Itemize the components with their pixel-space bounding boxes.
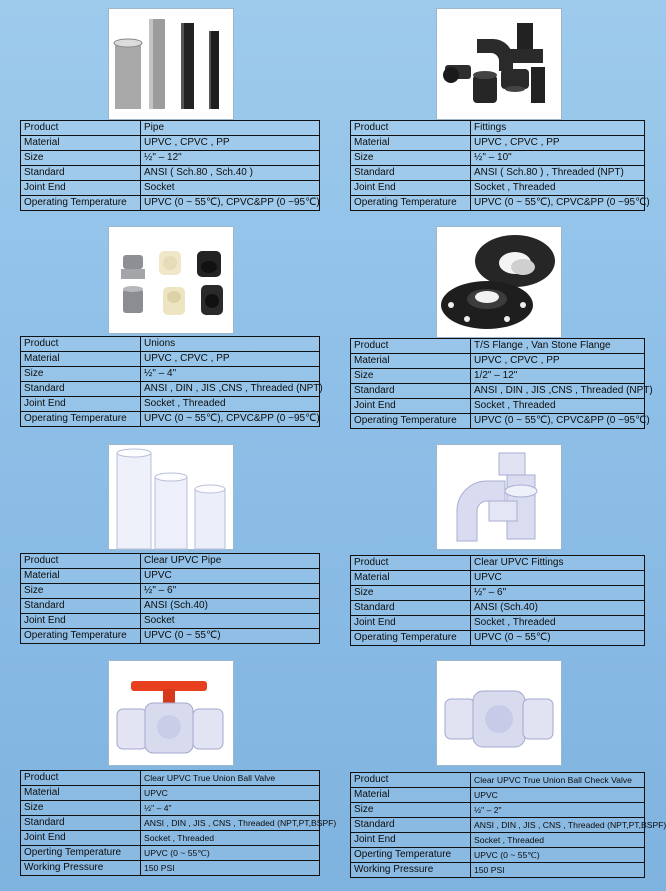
spec-value: ANSI ( Sch.80 , Sch.40 )	[141, 166, 320, 181]
spec-value: UPVC (0 ~ 55℃), CPVC&PP (0 ~95℃)	[141, 412, 320, 427]
spec-value: 150 PSI	[141, 861, 320, 876]
spec-value: Clear UPVC True Union Ball Check Valve	[471, 773, 645, 788]
table-row	[351, 601, 645, 616]
spec-label: Operting Temperature	[351, 848, 471, 863]
table-row	[351, 384, 645, 399]
check-valve-photo	[436, 660, 562, 766]
spec-table-fittings	[350, 120, 650, 211]
table-row	[21, 166, 320, 181]
table-row	[351, 399, 645, 414]
table-row	[351, 788, 645, 803]
flange-photo	[436, 226, 562, 338]
spec-label: Size	[351, 803, 471, 818]
spec-label: Joint End	[21, 181, 141, 196]
spec-value: UPVC	[141, 786, 320, 801]
table-row	[351, 181, 645, 196]
table-row	[351, 848, 645, 863]
spec-label: Material	[351, 354, 471, 369]
spec-label: Material	[351, 571, 471, 586]
spec-value: Fittings	[471, 121, 645, 136]
table-row	[21, 397, 320, 412]
spec-value: UPVC (0 ~ 55℃), CPVC&PP (0 ~95℃)	[471, 196, 645, 211]
table-row	[21, 569, 320, 584]
table-row	[21, 816, 320, 831]
spec-label: Operating Temperature	[21, 412, 141, 427]
table-row	[351, 151, 645, 166]
table-row	[351, 196, 645, 211]
table-row	[351, 136, 645, 151]
spec-value: Unions	[141, 337, 320, 352]
table-row	[351, 369, 645, 384]
spec-value: Socket	[141, 181, 320, 196]
clear-fittings-photo	[436, 444, 562, 550]
table-row	[351, 616, 645, 631]
spec-table-pipe	[20, 120, 320, 211]
spec-value: ANSI (Sch.40)	[141, 599, 320, 614]
spec-label: Size	[21, 151, 141, 166]
spec-value: UPVC	[471, 571, 645, 586]
table-row	[21, 196, 320, 211]
spec-value: UPVC	[141, 569, 320, 584]
spec-value: 1/2" – 12"	[471, 369, 645, 384]
table-row	[351, 556, 645, 571]
table-row	[21, 554, 320, 569]
spec-value: ½" – 12"	[141, 151, 320, 166]
table-row	[351, 818, 645, 833]
spec-value: Socket , Threaded	[141, 831, 320, 846]
table-row	[21, 181, 320, 196]
table-row	[21, 629, 320, 644]
spec-value: ANSI , DIN , JIS , CNS , Threaded (NPT,PT,BSPF)	[141, 816, 320, 831]
spec-label: Product	[351, 773, 471, 788]
spec-label: Operating Temperature	[21, 196, 141, 211]
table-row	[21, 861, 320, 876]
spec-label: Standard	[21, 166, 141, 181]
table-row	[351, 121, 645, 136]
clear-pipe-photo	[108, 444, 234, 550]
spec-table-clear-fittings	[350, 555, 645, 646]
spec-label: Joint End	[351, 399, 471, 414]
spec-value: ANSI ( Sch.80 ) , Threaded (NPT)	[471, 166, 645, 181]
spec-label: Joint End	[351, 833, 471, 848]
table-row	[351, 863, 645, 878]
spec-table-unions	[20, 336, 323, 427]
spec-value: UPVC (0 ~ 55℃)	[471, 848, 645, 863]
spec-value: UPVC (0 ~ 55℃), CPVC&PP (0 ~95℃)	[471, 414, 645, 429]
spec-label: Product	[351, 556, 471, 571]
spec-value: ANSI (Sch.40)	[471, 601, 645, 616]
spec-value: UPVC (0 ~ 55℃), CPVC&PP (0 ~95℃)	[141, 196, 320, 211]
spec-value: Socket , Threaded	[471, 399, 645, 414]
spec-value: UPVC (0 ~ 55℃)	[141, 846, 320, 861]
table-row	[21, 352, 320, 367]
table-row	[21, 801, 320, 816]
spec-label: Product	[21, 337, 141, 352]
spec-label: Product	[351, 339, 471, 354]
spec-table-check-valve	[350, 772, 666, 878]
spec-value: Pipe	[141, 121, 320, 136]
spec-value: UPVC (0 ~ 55℃)	[471, 631, 645, 646]
spec-value: UPVC , CPVC , PP	[471, 136, 645, 151]
spec-label: Standard	[21, 382, 141, 397]
spec-value: Socket , Threaded	[141, 397, 320, 412]
table-row	[351, 414, 645, 429]
spec-label: Standard	[21, 816, 141, 831]
spec-label: Joint End	[351, 616, 471, 631]
spec-value: Socket , Threaded	[471, 616, 645, 631]
spec-table-ball-valve	[20, 770, 337, 876]
spec-label: Material	[21, 786, 141, 801]
spec-value: UPVC (0 ~ 55℃)	[141, 629, 320, 644]
spec-label: Standard	[351, 601, 471, 616]
spec-label: Standard	[351, 166, 471, 181]
spec-value: ANSI , DIN , JIS ,CNS , Threaded (NPT)	[471, 384, 645, 399]
spec-label: Joint End	[351, 181, 471, 196]
spec-label: Operating Temperature	[351, 414, 471, 429]
spec-value: ½" – 4"	[141, 801, 320, 816]
spec-value: Clear UPVC Pipe	[141, 554, 320, 569]
spec-value: Clear UPVC Fittings	[471, 556, 645, 571]
spec-label: Joint End	[21, 831, 141, 846]
table-row	[21, 599, 320, 614]
spec-value: Socket , Threaded	[471, 181, 645, 196]
spec-label: Operting Temperature	[21, 846, 141, 861]
spec-value: ½" – 10"	[471, 151, 645, 166]
spec-label: Joint End	[21, 614, 141, 629]
spec-table-clear-pipe	[20, 553, 320, 644]
table-row	[351, 586, 645, 601]
table-row	[21, 136, 320, 151]
table-row	[21, 412, 320, 427]
spec-value: UPVC , CPVC , PP	[471, 354, 645, 369]
ball-valve-photo	[108, 660, 234, 766]
spec-label: Product	[21, 771, 141, 786]
spec-table-flange	[350, 338, 653, 429]
table-row	[21, 831, 320, 846]
spec-label: Joint End	[21, 397, 141, 412]
table-row	[21, 367, 320, 382]
spec-label: Standard	[351, 384, 471, 399]
spec-label: Size	[21, 801, 141, 816]
table-row	[21, 382, 320, 397]
spec-value: UPVC , CPVC , PP	[141, 352, 320, 367]
pipe-photo	[108, 8, 234, 120]
table-row	[351, 339, 645, 354]
spec-value: ANSI , DIN , JIS , CNS , Threaded (NPT,PT,BSPF)	[471, 818, 645, 833]
spec-value: ½" – 2"	[471, 803, 645, 818]
spec-label: Standard	[21, 599, 141, 614]
spec-label: Product	[351, 121, 471, 136]
table-row	[351, 166, 645, 181]
table-row	[21, 584, 320, 599]
table-row	[21, 614, 320, 629]
spec-label: Product	[21, 554, 141, 569]
spec-label: Size	[21, 367, 141, 382]
table-row	[351, 833, 645, 848]
spec-label: Material	[21, 569, 141, 584]
spec-value: 150 PSI	[471, 863, 645, 878]
spec-value: ½" – 6"	[141, 584, 320, 599]
spec-label: Operating Temperature	[21, 629, 141, 644]
spec-label: Standard	[351, 818, 471, 833]
table-row	[21, 121, 320, 136]
table-row	[21, 151, 320, 166]
spec-value: UPVC	[471, 788, 645, 803]
table-row	[351, 773, 645, 788]
spec-label: Material	[21, 136, 141, 151]
spec-label: Working Pressure	[21, 861, 141, 876]
spec-label: Working Pressure	[351, 863, 471, 878]
spec-value: UPVC , CPVC , PP	[141, 136, 320, 151]
table-row	[351, 571, 645, 586]
spec-label: Product	[21, 121, 141, 136]
spec-label: Material	[351, 136, 471, 151]
spec-value: ½" – 6"	[471, 586, 645, 601]
spec-label: Operating Temperature	[351, 631, 471, 646]
spec-value: ½" – 4"	[141, 367, 320, 382]
table-row	[21, 846, 320, 861]
spec-label: Size	[351, 586, 471, 601]
spec-value: ANSI , DIN , JIS ,CNS , Threaded (NPT)	[141, 382, 320, 397]
spec-label: Material	[351, 788, 471, 803]
spec-label: Size	[351, 151, 471, 166]
spec-label: Size	[21, 584, 141, 599]
table-row	[351, 803, 645, 818]
table-row	[21, 786, 320, 801]
table-row	[21, 337, 320, 352]
spec-label: Material	[21, 352, 141, 367]
spec-value: Clear UPVC True Union Ball Valve	[141, 771, 320, 786]
fittings-photo	[436, 8, 562, 120]
spec-value: Socket , Threaded	[471, 833, 645, 848]
spec-value: Socket	[141, 614, 320, 629]
unions-photo	[108, 226, 234, 334]
table-row	[351, 631, 645, 646]
spec-value: T/S Flange , Van Stone Flange	[471, 339, 645, 354]
table-row	[21, 771, 320, 786]
spec-label: Size	[351, 369, 471, 384]
table-row	[351, 354, 645, 369]
spec-label: Operating Temperature	[351, 196, 471, 211]
